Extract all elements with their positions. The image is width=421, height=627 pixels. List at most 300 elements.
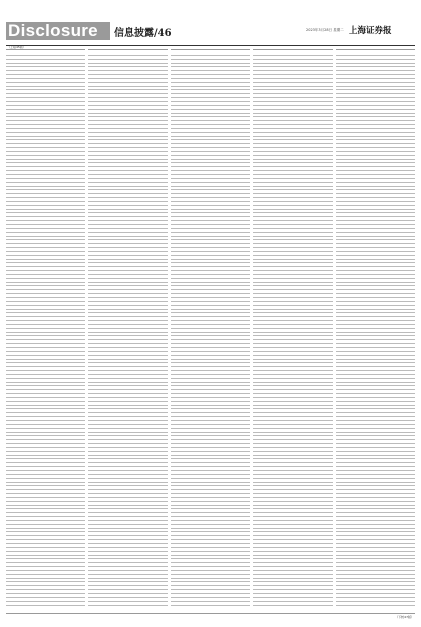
table-cell bbox=[401, 179, 415, 182]
table-cell bbox=[71, 217, 85, 220]
table-cell bbox=[236, 213, 250, 216]
table-cell bbox=[260, 94, 304, 97]
table-cell bbox=[222, 425, 230, 428]
table-cell bbox=[153, 602, 167, 605]
table-cell bbox=[71, 237, 85, 240]
table-cell bbox=[342, 152, 386, 155]
table-cell bbox=[57, 102, 65, 105]
table-cell bbox=[57, 409, 65, 412]
table-cell bbox=[153, 433, 167, 436]
table-cell bbox=[177, 413, 221, 416]
table-cell bbox=[12, 471, 56, 474]
table-cell bbox=[236, 271, 250, 274]
table-cell bbox=[95, 582, 139, 585]
table-cell bbox=[401, 298, 415, 301]
table-cell bbox=[177, 486, 221, 489]
table-cell bbox=[57, 175, 65, 178]
table-cell bbox=[401, 75, 415, 78]
table-cell bbox=[139, 190, 147, 193]
table-cell bbox=[12, 532, 56, 535]
table-cell bbox=[236, 340, 250, 343]
table-cell bbox=[222, 517, 230, 520]
table-cell bbox=[236, 402, 250, 405]
table-cell bbox=[236, 237, 250, 240]
table-cell bbox=[57, 140, 65, 143]
table-cell bbox=[177, 202, 221, 205]
table-cell bbox=[12, 144, 56, 147]
table-cell bbox=[71, 290, 85, 293]
table-cell bbox=[57, 479, 65, 482]
table-cell bbox=[401, 129, 415, 132]
table-cell bbox=[260, 183, 304, 186]
table-cell bbox=[236, 552, 250, 555]
table-cell bbox=[386, 252, 394, 255]
table-cell bbox=[236, 87, 250, 90]
table-cell bbox=[318, 525, 332, 528]
table-cell bbox=[12, 513, 56, 516]
table-cell bbox=[153, 225, 167, 228]
table-cell bbox=[57, 490, 65, 493]
table-cell bbox=[260, 598, 304, 601]
table-cell bbox=[139, 237, 147, 240]
table-cell bbox=[222, 275, 230, 278]
table-cell bbox=[71, 532, 85, 535]
table-cell bbox=[71, 360, 85, 363]
table-cell bbox=[401, 379, 415, 382]
table-cell bbox=[177, 360, 221, 363]
table-cell bbox=[139, 75, 147, 78]
table-cell bbox=[222, 509, 230, 512]
table-cell bbox=[177, 229, 221, 232]
table-cell bbox=[236, 463, 250, 466]
table-cell bbox=[260, 110, 304, 113]
table-cell bbox=[153, 417, 167, 420]
table-cell bbox=[222, 356, 230, 359]
table-cell bbox=[12, 194, 56, 197]
table-cell bbox=[318, 52, 332, 55]
table-cell bbox=[57, 60, 65, 63]
table-cell bbox=[12, 498, 56, 501]
table-cell bbox=[139, 206, 147, 209]
table-cell bbox=[71, 110, 85, 113]
table-cell bbox=[153, 398, 167, 401]
table-cell bbox=[139, 529, 147, 532]
table-cell bbox=[95, 225, 139, 228]
table-cell bbox=[71, 279, 85, 282]
table-cell bbox=[139, 198, 147, 201]
table-cell bbox=[260, 356, 304, 359]
table-cell bbox=[304, 498, 312, 501]
table-cell bbox=[401, 52, 415, 55]
table-cell bbox=[318, 563, 332, 566]
table-cell bbox=[386, 590, 394, 593]
table-cell bbox=[222, 71, 230, 74]
table-cell bbox=[139, 371, 147, 374]
table-cell bbox=[304, 336, 312, 339]
table-cell bbox=[342, 175, 386, 178]
table-cell bbox=[342, 233, 386, 236]
table-cell bbox=[95, 509, 139, 512]
table-cell bbox=[386, 52, 394, 55]
table-cell bbox=[304, 567, 312, 570]
table-cell bbox=[318, 98, 332, 101]
table-cell bbox=[342, 417, 386, 420]
table-cell bbox=[71, 552, 85, 555]
table-cell bbox=[386, 102, 394, 105]
table-cell bbox=[304, 260, 312, 263]
table-cell bbox=[12, 483, 56, 486]
table-cell bbox=[304, 425, 312, 428]
table-cell bbox=[318, 117, 332, 120]
table-cell bbox=[222, 575, 230, 578]
table-cell bbox=[401, 240, 415, 243]
table-cell bbox=[236, 310, 250, 313]
table-cell bbox=[12, 548, 56, 551]
table-cell bbox=[304, 436, 312, 439]
table-cell bbox=[401, 367, 415, 370]
table-cell bbox=[57, 471, 65, 474]
table-cell bbox=[12, 202, 56, 205]
table-cell bbox=[153, 390, 167, 393]
table-cell bbox=[71, 475, 85, 478]
table-cell bbox=[236, 459, 250, 462]
table-cell bbox=[386, 490, 394, 493]
table-cell bbox=[57, 425, 65, 428]
table-cell bbox=[57, 317, 65, 320]
table-cell bbox=[57, 290, 65, 293]
table-cell bbox=[260, 106, 304, 109]
table-cell bbox=[260, 367, 304, 370]
table-cell bbox=[57, 463, 65, 466]
table-cell bbox=[177, 479, 221, 482]
table-cell bbox=[71, 283, 85, 286]
table-cell bbox=[12, 452, 56, 455]
table-cell bbox=[153, 283, 167, 286]
table-cell bbox=[95, 171, 139, 174]
table-cell bbox=[386, 498, 394, 501]
table-cell bbox=[71, 375, 85, 378]
table-cell bbox=[139, 79, 147, 82]
table-cell bbox=[12, 406, 56, 409]
table-cell bbox=[342, 52, 386, 55]
table-cell bbox=[260, 64, 304, 67]
table-cell bbox=[386, 283, 394, 286]
table-cell bbox=[12, 386, 56, 389]
table-cell bbox=[222, 567, 230, 570]
table-cell bbox=[318, 67, 332, 70]
table-cell bbox=[236, 279, 250, 282]
table-cell bbox=[71, 325, 85, 328]
table-cell bbox=[95, 321, 139, 324]
table-cell bbox=[386, 421, 394, 424]
table-cell bbox=[304, 402, 312, 405]
table-cell bbox=[401, 459, 415, 462]
table-cell bbox=[139, 283, 147, 286]
table-cell bbox=[236, 452, 250, 455]
table-cell bbox=[304, 340, 312, 343]
table-cell bbox=[260, 444, 304, 447]
table-cell bbox=[95, 294, 139, 297]
table-cell bbox=[57, 244, 65, 247]
table-cell bbox=[260, 52, 304, 55]
table-cell bbox=[95, 310, 139, 313]
table-cell bbox=[95, 459, 139, 462]
table-cell bbox=[304, 229, 312, 232]
table-cell bbox=[318, 256, 332, 259]
table-cell bbox=[177, 590, 221, 593]
table-cell bbox=[236, 575, 250, 578]
table-cell bbox=[318, 56, 332, 59]
table-cell bbox=[386, 552, 394, 555]
table-cell bbox=[177, 567, 221, 570]
table-cell bbox=[386, 521, 394, 524]
table-cell bbox=[342, 217, 386, 220]
table-cell bbox=[12, 402, 56, 405]
table-cell bbox=[260, 483, 304, 486]
table-cell bbox=[139, 125, 147, 128]
table-cell bbox=[318, 567, 332, 570]
table-cell bbox=[318, 575, 332, 578]
table-cell bbox=[342, 298, 386, 301]
table-cell bbox=[236, 375, 250, 378]
table-cell bbox=[304, 329, 312, 332]
table-cell bbox=[153, 463, 167, 466]
table-cell bbox=[236, 98, 250, 101]
table-cell bbox=[260, 248, 304, 251]
table-cell bbox=[401, 140, 415, 143]
table-cell bbox=[139, 171, 147, 174]
table-cell bbox=[342, 509, 386, 512]
table-cell bbox=[95, 594, 139, 597]
table-cell bbox=[222, 298, 230, 301]
table-cell bbox=[401, 498, 415, 501]
table-cell bbox=[386, 602, 394, 605]
table-cell bbox=[304, 152, 312, 155]
table-cell bbox=[222, 183, 230, 186]
table-cell bbox=[401, 509, 415, 512]
table-cell bbox=[222, 290, 230, 293]
table-cell bbox=[236, 540, 250, 543]
table-cell bbox=[342, 67, 386, 70]
table-cell bbox=[342, 398, 386, 401]
table-cell bbox=[12, 536, 56, 539]
table-cell bbox=[139, 483, 147, 486]
table-cell bbox=[95, 229, 139, 232]
table-cell bbox=[401, 467, 415, 470]
table-cell bbox=[153, 567, 167, 570]
table-cell bbox=[401, 194, 415, 197]
table-cell bbox=[342, 575, 386, 578]
table-cell bbox=[57, 598, 65, 601]
table-cell bbox=[386, 340, 394, 343]
table-cell bbox=[177, 110, 221, 113]
table-cell bbox=[304, 509, 312, 512]
table-cell bbox=[139, 356, 147, 359]
table-cell bbox=[153, 190, 167, 193]
table-cell bbox=[57, 459, 65, 462]
table-cell bbox=[139, 590, 147, 593]
table-cell bbox=[342, 559, 386, 562]
table-cell bbox=[318, 229, 332, 232]
table-cell bbox=[153, 252, 167, 255]
table-cell bbox=[139, 344, 147, 347]
table-cell bbox=[57, 498, 65, 501]
table-cell bbox=[342, 64, 386, 67]
table-cell bbox=[57, 260, 65, 263]
table-cell bbox=[12, 371, 56, 374]
table-cell bbox=[12, 290, 56, 293]
table-cell bbox=[401, 279, 415, 282]
table-cell bbox=[342, 183, 386, 186]
table-cell bbox=[177, 71, 221, 74]
table-cell bbox=[139, 559, 147, 562]
table-cell bbox=[260, 213, 304, 216]
table-cell bbox=[222, 598, 230, 601]
table-cell bbox=[318, 360, 332, 363]
table-cell bbox=[12, 582, 56, 585]
table-cell bbox=[71, 471, 85, 474]
table-cell bbox=[318, 394, 332, 397]
table-cell bbox=[236, 129, 250, 132]
table-cell bbox=[236, 156, 250, 159]
table-cell bbox=[71, 313, 85, 316]
table-cell bbox=[342, 87, 386, 90]
table-cell bbox=[139, 233, 147, 236]
table-cell bbox=[386, 325, 394, 328]
table-cell bbox=[304, 190, 312, 193]
table-cell bbox=[139, 413, 147, 416]
table-cell bbox=[401, 517, 415, 520]
table-cell bbox=[304, 133, 312, 136]
table-cell bbox=[342, 540, 386, 543]
table-cell bbox=[318, 586, 332, 589]
table-cell bbox=[177, 329, 221, 332]
table-cell bbox=[95, 602, 139, 605]
table-row bbox=[6, 602, 85, 606]
table-cell bbox=[401, 575, 415, 578]
table-cell bbox=[260, 417, 304, 420]
table-cell bbox=[139, 175, 147, 178]
table-cell bbox=[177, 548, 221, 551]
table-cell bbox=[342, 179, 386, 182]
table-cell bbox=[139, 444, 147, 447]
table-cell bbox=[386, 225, 394, 228]
table-cell bbox=[222, 310, 230, 313]
table-cell bbox=[342, 409, 386, 412]
table-cell bbox=[222, 409, 230, 412]
table-cell bbox=[318, 425, 332, 428]
table-cell bbox=[153, 517, 167, 520]
table-cell bbox=[71, 67, 85, 70]
table-cell bbox=[177, 190, 221, 193]
table-cell bbox=[95, 279, 139, 282]
table-cell bbox=[236, 513, 250, 516]
table-cell bbox=[153, 267, 167, 270]
table-cell bbox=[57, 379, 65, 382]
table-cell bbox=[386, 217, 394, 220]
table-cell bbox=[139, 575, 147, 578]
table-cell bbox=[342, 190, 386, 193]
table-cell bbox=[304, 529, 312, 532]
table-cell bbox=[177, 498, 221, 501]
table-cell bbox=[177, 114, 221, 117]
table-cell bbox=[260, 90, 304, 93]
table-cell bbox=[342, 210, 386, 213]
table-cell bbox=[12, 267, 56, 270]
table-cell bbox=[236, 536, 250, 539]
table-cell bbox=[304, 183, 312, 186]
table-cell bbox=[386, 586, 394, 589]
table-cell bbox=[236, 348, 250, 351]
table-cell bbox=[139, 194, 147, 197]
table-cell bbox=[95, 206, 139, 209]
table-cell bbox=[342, 121, 386, 124]
table-cell bbox=[222, 56, 230, 59]
table-cell bbox=[95, 452, 139, 455]
table-cell bbox=[12, 579, 56, 582]
table-cell bbox=[177, 294, 221, 297]
table-cell bbox=[139, 506, 147, 509]
table-cell bbox=[342, 187, 386, 190]
table-cell bbox=[260, 210, 304, 213]
table-cell bbox=[386, 321, 394, 324]
table-cell bbox=[401, 390, 415, 393]
table-cell bbox=[222, 248, 230, 251]
table-cell bbox=[236, 121, 250, 124]
table-cell bbox=[386, 183, 394, 186]
table-cell bbox=[57, 552, 65, 555]
table-cell bbox=[342, 279, 386, 282]
table-cell bbox=[260, 475, 304, 478]
table-cell bbox=[12, 244, 56, 247]
table-cell bbox=[260, 548, 304, 551]
table-cell bbox=[260, 129, 304, 132]
table-cell bbox=[260, 532, 304, 535]
table-cell bbox=[222, 187, 230, 190]
table-cell bbox=[139, 260, 147, 263]
table-cell bbox=[95, 429, 139, 432]
table-cell bbox=[57, 360, 65, 363]
table-cell bbox=[304, 317, 312, 320]
table-cell bbox=[57, 225, 65, 228]
table-cell bbox=[318, 463, 332, 466]
table-cell bbox=[57, 333, 65, 336]
table-cell bbox=[153, 525, 167, 528]
table-cell bbox=[139, 106, 147, 109]
table-cell bbox=[386, 263, 394, 266]
table-cell bbox=[57, 448, 65, 451]
table-cell bbox=[304, 175, 312, 178]
table-cell bbox=[139, 409, 147, 412]
table-cell bbox=[401, 502, 415, 505]
table-cell bbox=[304, 137, 312, 140]
table-cell bbox=[386, 233, 394, 236]
table-cell bbox=[318, 202, 332, 205]
table-cell bbox=[12, 329, 56, 332]
table-cell bbox=[386, 202, 394, 205]
table-cell bbox=[386, 398, 394, 401]
table-cell bbox=[71, 494, 85, 497]
table-cell bbox=[260, 336, 304, 339]
table-cell bbox=[260, 529, 304, 532]
table-cell bbox=[318, 140, 332, 143]
table-cell bbox=[260, 502, 304, 505]
table-cell bbox=[342, 125, 386, 128]
table-cell bbox=[71, 506, 85, 509]
table-cell bbox=[12, 517, 56, 520]
table-cell bbox=[401, 163, 415, 166]
table-cell bbox=[95, 421, 139, 424]
